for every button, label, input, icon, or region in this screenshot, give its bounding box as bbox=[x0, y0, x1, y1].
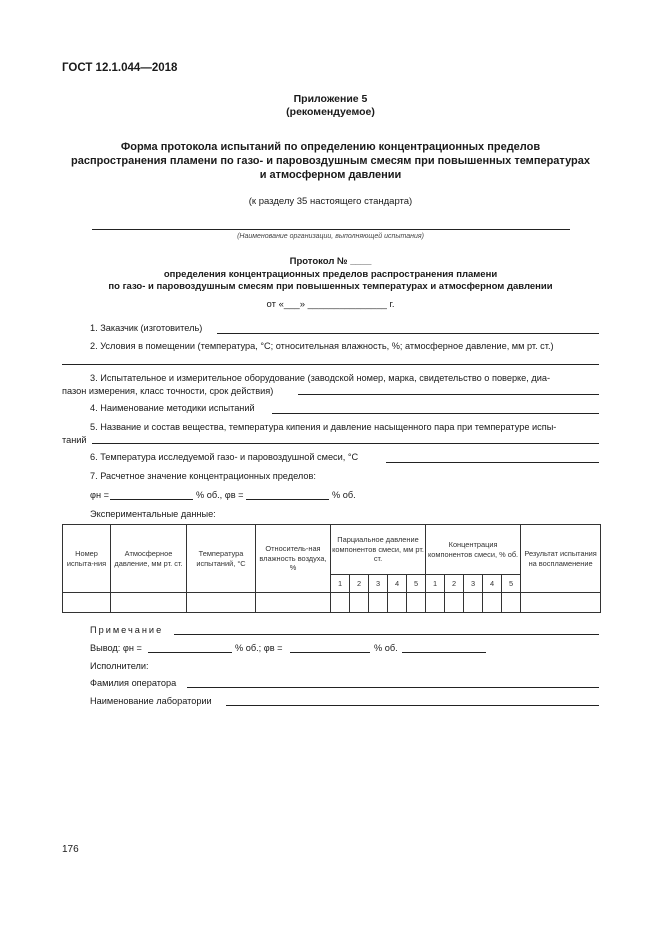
protocol-title bbox=[40, 256, 621, 294]
operator-field[interactable] bbox=[187, 687, 599, 688]
annex-subtitle: (рекомендуемое) bbox=[286, 106, 375, 118]
sub-header: 5 bbox=[407, 575, 426, 593]
sub-header: 1 bbox=[426, 575, 445, 593]
table-cell[interactable] bbox=[483, 593, 502, 613]
table-cell[interactable] bbox=[445, 593, 464, 613]
header-atm-pressure: Атмосферное давление, мм рт. ст. bbox=[111, 525, 187, 593]
table-cell[interactable] bbox=[464, 593, 483, 613]
table-cell[interactable] bbox=[331, 593, 350, 613]
remark-field[interactable] bbox=[174, 634, 599, 635]
table-row bbox=[63, 593, 601, 613]
header-temperature: Температура испытаний, °С bbox=[187, 525, 256, 593]
sub-header: 1 bbox=[331, 575, 350, 593]
substance-label-cont: таний bbox=[62, 434, 87, 445]
output-lower-field[interactable] bbox=[148, 652, 232, 653]
sub-header: 2 bbox=[350, 575, 369, 593]
protocol-number: Протокол № ____ bbox=[289, 256, 372, 267]
header-humidity: Относитель-ная влажность воздуха, % bbox=[256, 525, 331, 593]
table-cell[interactable] bbox=[521, 593, 601, 613]
phi-lower-field[interactable] bbox=[110, 499, 193, 500]
conditions-field[interactable] bbox=[62, 364, 599, 365]
conditions-label: 2. Условия в помещении (температура, °С; относительная влажность, %; атмосферное давление, мм рт. ст.) bbox=[90, 341, 554, 351]
standard-code: ГОСТ 12.1.044—2018 bbox=[62, 62, 178, 74]
phi-upper-label: % об., φв = bbox=[196, 490, 244, 500]
protocol-line: определения концентрационных пределов распространения пламени bbox=[163, 268, 498, 280]
output-label: Вывод: φн = bbox=[90, 643, 142, 653]
laboratory-label: Наименование лаборатории bbox=[90, 696, 212, 706]
mix-temperature-label: 6. Температура исследуемой газо- и паровоздушной смеси, °С bbox=[90, 452, 359, 462]
table-cell[interactable] bbox=[426, 593, 445, 613]
remark-label: Примечание bbox=[90, 625, 164, 635]
sub-header: 4 bbox=[483, 575, 502, 593]
phi-unit: % об. bbox=[332, 490, 356, 500]
table-cell[interactable] bbox=[407, 593, 426, 613]
annex-title: Приложение 5 bbox=[293, 93, 368, 105]
experimental-data-table bbox=[62, 524, 601, 613]
table-cell[interactable] bbox=[256, 593, 331, 613]
sub-header: 3 bbox=[464, 575, 483, 593]
laboratory-field[interactable] bbox=[226, 705, 599, 706]
section-reference: (к разделу 35 настоящего стандарта) bbox=[248, 196, 413, 207]
form-title-line: и атмосферном давлении bbox=[259, 169, 402, 181]
form-title-line: Форма протокола испытаний по определению концентрационных пределов bbox=[120, 141, 541, 153]
header-concentration: Концентрация компонентов смеси, % об. bbox=[426, 525, 521, 575]
table-cell[interactable] bbox=[111, 593, 187, 613]
form-title-line: распространения пламени по газо- и паровоздушным смесям при повышенных температурах bbox=[70, 155, 591, 167]
table-cell[interactable] bbox=[369, 593, 388, 613]
equipment-label-cont: пазон измерения, класс точности, срок действия) bbox=[62, 385, 274, 396]
customer-field[interactable] bbox=[217, 333, 599, 334]
calc-label: 7. Расчетное значение концентрационных пределов: bbox=[90, 471, 316, 481]
output-upper-label: % об.; φв = bbox=[235, 643, 283, 653]
operator-label: Фамилия оператора bbox=[90, 678, 177, 688]
header-result: Результат испытания на воспламенение bbox=[521, 525, 601, 593]
equipment-label: 3. Испытательное и измерительное оборудование (заводской номер, марка, свидетельство о поверке, диа- bbox=[90, 373, 551, 383]
sub-header: 3 bbox=[369, 575, 388, 593]
method-label: 4. Наименование методики испытаний bbox=[90, 403, 255, 413]
phi-lower-label: φн = bbox=[90, 490, 109, 500]
experimental-data-label: Экспериментальные данные: bbox=[90, 509, 216, 519]
equipment-field[interactable] bbox=[298, 394, 599, 395]
protocol-date: от «___» _______________ г. bbox=[266, 299, 395, 310]
header-test-number: Номер испыта-ния bbox=[63, 525, 111, 593]
table-cell[interactable] bbox=[187, 593, 256, 613]
organization-caption: (Наименование организации, выполняющей испытания) bbox=[237, 233, 424, 240]
phi-upper-field[interactable] bbox=[246, 499, 329, 500]
output-unit: % об. bbox=[374, 643, 398, 653]
organization-line[interactable] bbox=[92, 229, 570, 230]
substance-label: 5. Название и состав вещества, температура кипения и давление насыщенного пара при температуре испы- bbox=[90, 422, 557, 432]
output-extra-field[interactable] bbox=[402, 652, 486, 653]
protocol-line: по газо- и паровоздушным смесям при повышенных температурах и атмосферном давлении bbox=[108, 281, 553, 292]
table-cell[interactable] bbox=[502, 593, 521, 613]
header-partial-pressure: Парциальное давление компонентов смеси, мм рт. ст. bbox=[331, 525, 426, 575]
executors-label: Исполнители: bbox=[90, 661, 149, 671]
customer-label: 1. Заказчик (изготовитель) bbox=[90, 323, 203, 333]
page-number: 176 bbox=[62, 844, 79, 855]
sub-header: 5 bbox=[502, 575, 521, 593]
annex-heading bbox=[0, 93, 661, 119]
form-title bbox=[40, 140, 621, 182]
substance-field[interactable] bbox=[92, 443, 599, 444]
output-upper-field[interactable] bbox=[290, 652, 370, 653]
sub-header: 4 bbox=[388, 575, 407, 593]
table-cell[interactable] bbox=[350, 593, 369, 613]
mix-temperature-field[interactable] bbox=[386, 462, 599, 463]
method-field[interactable] bbox=[272, 413, 599, 414]
sub-header: 2 bbox=[445, 575, 464, 593]
table-cell[interactable] bbox=[63, 593, 111, 613]
table-cell[interactable] bbox=[388, 593, 407, 613]
